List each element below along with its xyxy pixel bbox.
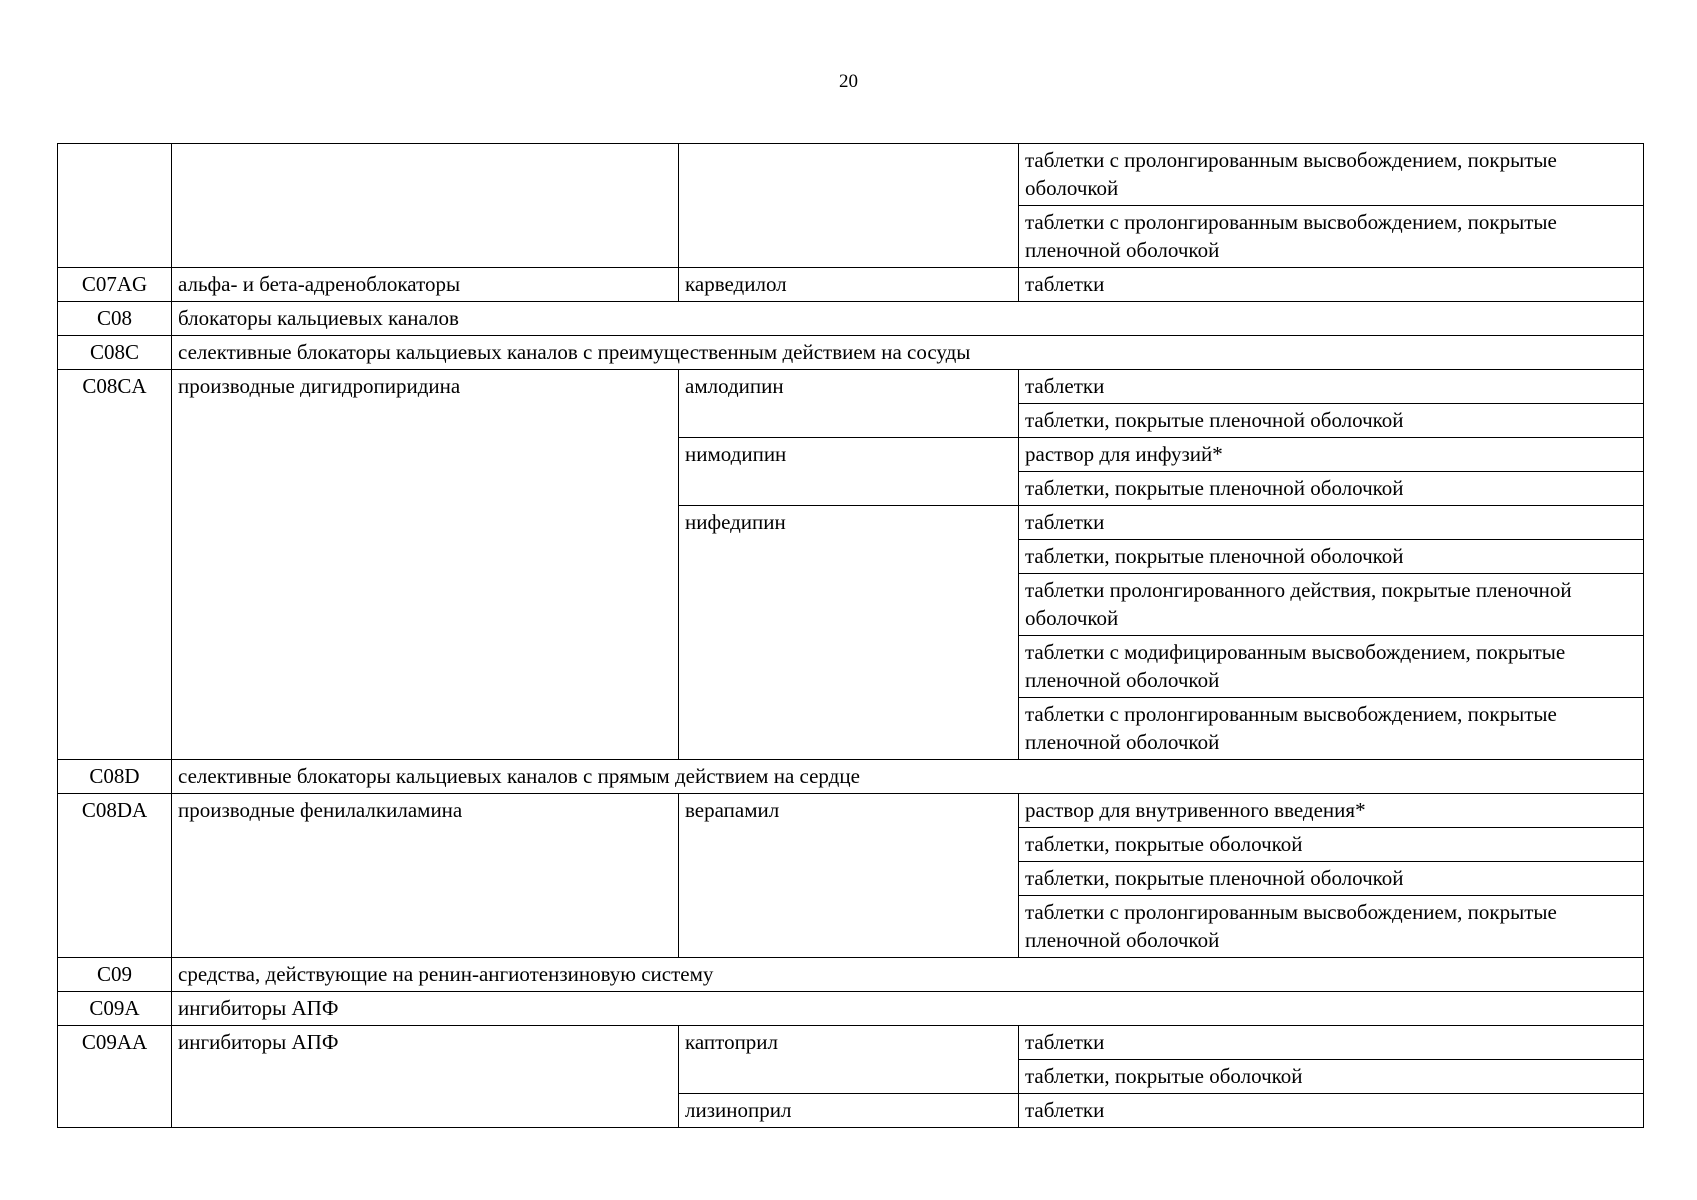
drug-table-body [58,144,1644,1128]
table-cell-code [58,144,172,268]
table-row [58,760,1644,794]
table-cell-group: производные дигидропиридина [172,370,679,760]
table-cell-code: C08D [58,760,172,794]
table-cell-group: селективные блокаторы кальциевых каналов с прямым действием на сердце [172,760,1644,794]
table-row [58,302,1644,336]
table-row [58,992,1644,1026]
table-cell-code: C09AA [58,1026,172,1128]
table-cell-group: блокаторы кальциевых каналов [172,302,1644,336]
table-cell-drug: нифедипин [679,506,1019,760]
table-cell-form: таблетки с модифицированным высвобождением, покрытые пленочной оболочкой [1019,636,1644,698]
table-cell-code: C08CA [58,370,172,760]
table-cell-form: таблетки [1019,506,1644,540]
table-row [58,268,1644,302]
table-cell-form: таблетки, покрытые пленочной оболочкой [1019,404,1644,438]
table-cell-group [172,144,679,268]
table-cell-drug [679,144,1019,268]
table-cell-code: C07AG [58,268,172,302]
table-cell-group: селективные блокаторы кальциевых каналов с преимущественным действием на сосуды [172,336,1644,370]
table-cell-form: таблетки, покрытые пленочной оболочкой [1019,862,1644,896]
table-cell-drug: карведилол [679,268,1019,302]
table-cell-form: раствор для внутривенного введения* [1019,794,1644,828]
table-cell-group: ингибиторы АПФ [172,992,1644,1026]
table-cell-form: таблетки с пролонгированным высвобождением, покрытые пленочной оболочкой [1019,698,1644,760]
table-cell-form: таблетки пролонгированного действия, покрытые пленочной оболочкой [1019,574,1644,636]
drug-table [57,143,1644,1128]
page-number: 20 [839,71,858,92]
table-cell-form: таблетки с пролонгированным высвобождением, покрытые пленочной оболочкой [1019,896,1644,958]
table-cell-group: ингибиторы АПФ [172,1026,679,1128]
table-cell-code: C08 [58,302,172,336]
table-cell-drug: амлодипин [679,370,1019,438]
table-row [58,144,1644,206]
table-cell-form: таблетки, покрытые пленочной оболочкой [1019,472,1644,506]
table-cell-form: таблетки [1019,268,1644,302]
table-row [58,336,1644,370]
table-cell-form: таблетки, покрытые оболочкой [1019,1060,1644,1094]
table-cell-form: таблетки с пролонгированным высвобождением, покрытые оболочкой [1019,144,1644,206]
table-cell-form: таблетки, покрытые оболочкой [1019,828,1644,862]
table-row [58,370,1644,404]
table-cell-group: производные фенилалкиламина [172,794,679,958]
table-cell-code: C09 [58,958,172,992]
table-cell-group: средства, действующие на ренин-ангиотензиновую систему [172,958,1644,992]
table-cell-drug: лизиноприл [679,1094,1019,1128]
table-cell-form: таблетки [1019,370,1644,404]
table-cell-form: таблетки с пролонгированным высвобождением, покрытые пленочной оболочкой [1019,206,1644,268]
table-cell-code: C08C [58,336,172,370]
table-row [58,958,1644,992]
table-cell-code: C09A [58,992,172,1026]
table-cell-drug: каптоприл [679,1026,1019,1094]
table-cell-code: C08DA [58,794,172,958]
table-row [58,794,1644,828]
table-cell-form: таблетки, покрытые пленочной оболочкой [1019,540,1644,574]
table-cell-form: таблетки [1019,1094,1644,1128]
table-cell-group: альфа- и бета-адреноблокаторы [172,268,679,302]
table-cell-drug: верапамил [679,794,1019,958]
table-cell-drug: нимодипин [679,438,1019,506]
table-cell-form: таблетки [1019,1026,1644,1060]
table-cell-form: раствор для инфузий* [1019,438,1644,472]
table-row [58,1026,1644,1060]
